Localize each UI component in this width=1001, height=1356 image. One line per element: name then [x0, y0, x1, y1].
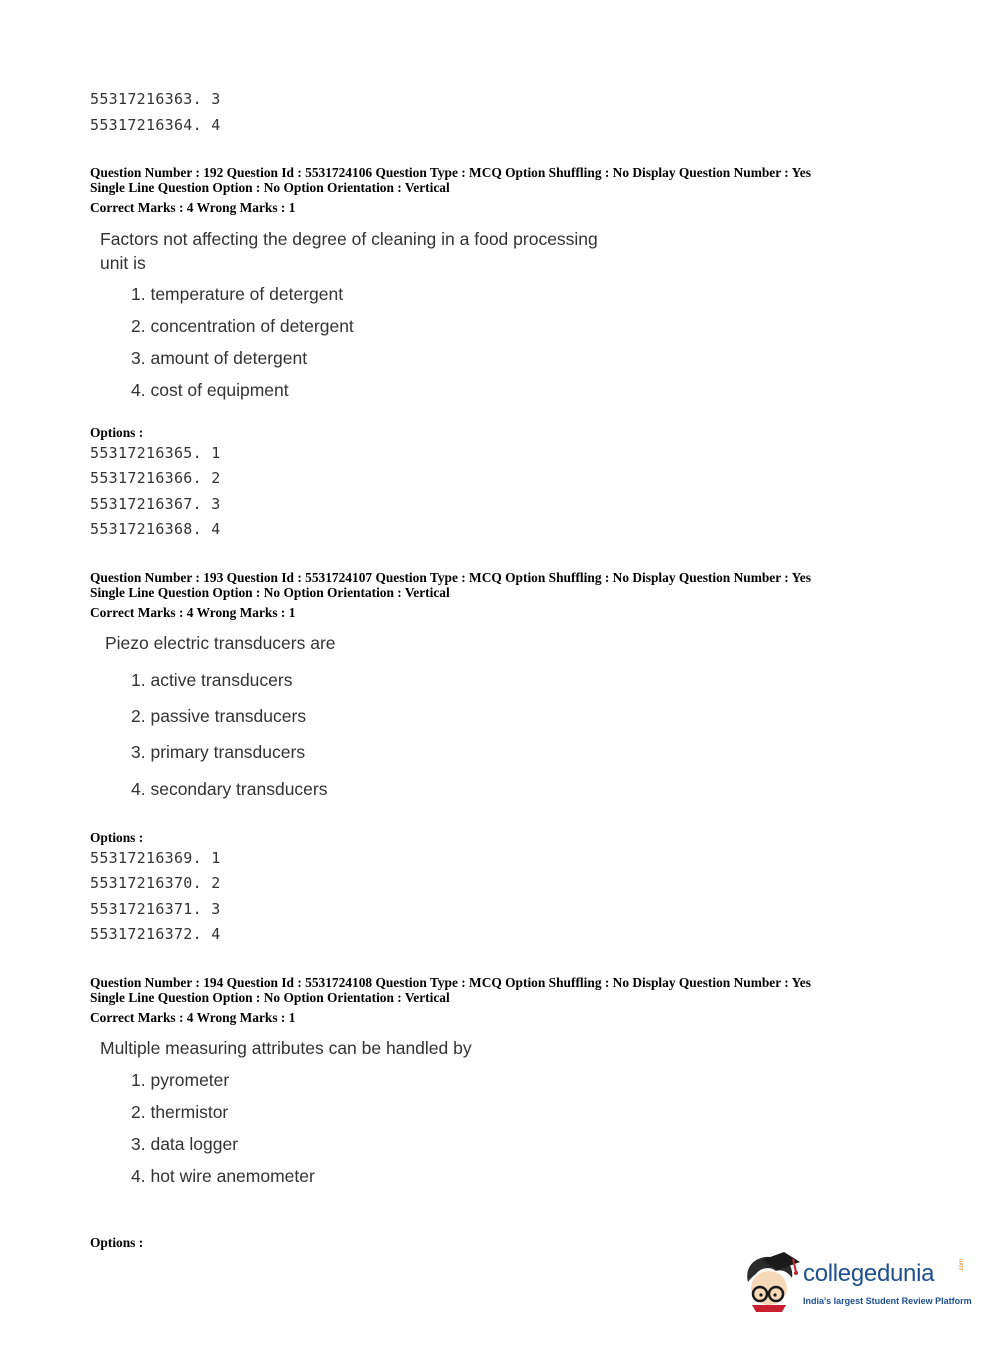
- question-text: Factors not affecting the degree of cleaning in a food processing: [100, 229, 598, 249]
- question-meta-line: Single Line Question Option : No Option Orientation : Vertical: [90, 990, 450, 1005]
- mascot-icon: [742, 1252, 800, 1312]
- option-id: 55317216369. 1: [90, 849, 221, 867]
- answer-choice: 2. thermistor: [131, 1102, 229, 1122]
- question-text: Multiple measuring attributes can be handled by: [100, 1038, 472, 1058]
- answer-choice: 1. temperature of detergent: [131, 284, 344, 304]
- answer-choice: 4. cost of equipment: [131, 380, 289, 400]
- question-meta-line: Question Number : 193 Question Id : 5531724107 Question Type : MCQ Option Shuffling : No Display Question Number : Yes: [90, 570, 811, 585]
- question-meta-line: Question Number : 194 Question Id : 5531724108 Question Type : MCQ Option Shuffling : No Display Question Number : Yes: [90, 975, 811, 990]
- answer-choice: 3. amount of detergent: [131, 348, 308, 368]
- option-id: 55317216365. 1: [90, 444, 221, 462]
- answer-choice: 3. data logger: [131, 1134, 239, 1154]
- option-id: 55317216372. 4: [90, 925, 221, 943]
- question-meta-line: Single Line Question Option : No Option Orientation : Vertical: [90, 180, 450, 195]
- question-text: Piezo electric transducers are: [105, 633, 336, 653]
- options-label: Options :: [90, 1235, 144, 1250]
- answer-choice: 4. secondary transducers: [131, 779, 328, 799]
- answer-choice: 3. primary transducers: [131, 742, 306, 762]
- answer-choice: 1. pyrometer: [131, 1070, 230, 1090]
- option-id: 55317216370. 2: [90, 874, 221, 892]
- answer-choice: 1. active transducers: [131, 670, 293, 690]
- logo-tagline: India's largest Student Review Platform: [803, 1296, 972, 1306]
- options-label: Options :: [90, 425, 144, 440]
- collegedunia-logo: [742, 1252, 972, 1314]
- options-label: Options :: [90, 830, 144, 845]
- option-id: 55317216363. 3: [90, 90, 221, 108]
- option-id: 55317216366. 2: [90, 469, 221, 487]
- option-id: 55317216367. 3: [90, 495, 221, 513]
- question-text: unit is: [100, 253, 146, 273]
- question-marks-line: Correct Marks : 4 Wrong Marks : 1: [90, 200, 296, 215]
- option-id: 55317216371. 3: [90, 900, 221, 918]
- answer-choice: 2. passive transducers: [131, 706, 307, 726]
- question-meta-line: Question Number : 192 Question Id : 5531724106 Question Type : MCQ Option Shuffling : No Display Question Number : Yes: [90, 165, 811, 180]
- logo-wordmark: collegedunia: [803, 1260, 935, 1287]
- question-meta-line: Single Line Question Option : No Option Orientation : Vertical: [90, 585, 450, 600]
- answer-choice: 2. concentration of detergent: [131, 316, 354, 336]
- option-id: 55317216364. 4: [90, 116, 221, 134]
- option-id: 55317216368. 4: [90, 520, 221, 538]
- question-marks-line: Correct Marks : 4 Wrong Marks : 1: [90, 1010, 296, 1025]
- question-marks-line: Correct Marks : 4 Wrong Marks : 1: [90, 605, 296, 620]
- answer-choice: 4. hot wire anemometer: [131, 1166, 315, 1186]
- logo-dotcom: .com: [959, 1258, 965, 1272]
